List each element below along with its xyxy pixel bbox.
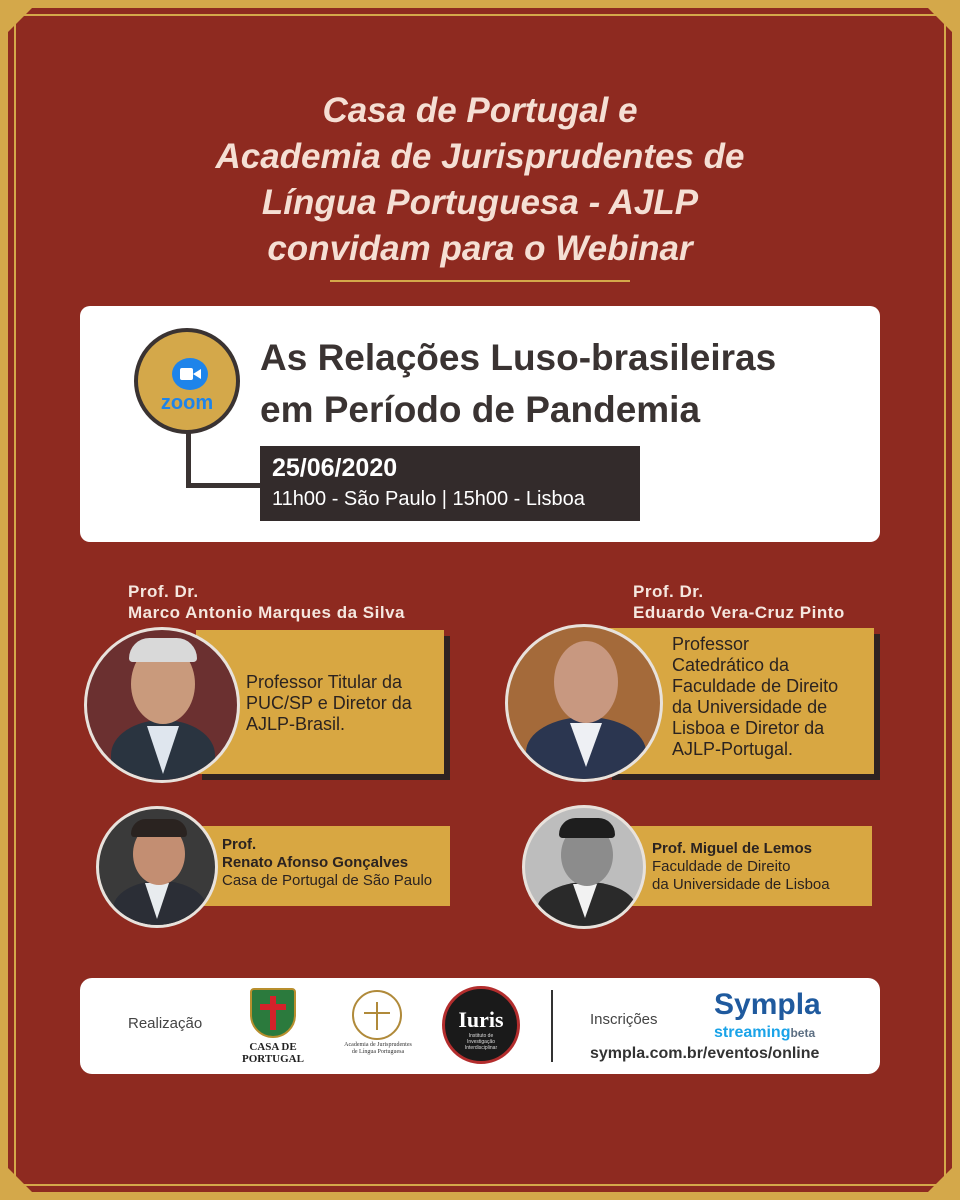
realizacao-label: Realização [128,1015,203,1032]
casa-de-portugal-logo [236,988,310,1068]
event-date: 25/06/2020 [272,454,398,482]
bio-line: AJLP-Portugal. [672,739,794,759]
shield-icon [250,988,296,1038]
ajlp-logo [340,990,416,1060]
headline-line: Academia de Jurisprudentes de [215,137,745,176]
sympla-streaming-label [714,1024,815,1042]
speaker-title: Prof. Dr. [128,582,199,601]
zoom-wordmark: zoom [160,392,214,414]
bio-line: Lisboa e Diretor da [672,718,825,738]
speaker-name: Eduardo Vera-Cruz Pinto [633,603,845,622]
invitation-headline [0,88,960,272]
date-box [260,446,640,521]
casa-logo-text [236,1041,310,1065]
speaker-affiliation: da Universidade de Lisboa [652,876,830,893]
speaker-name: Renato Afonso Gonçalves [222,854,409,871]
bio-line: Professor [672,634,750,654]
event-title-line: As Relações Luso-brasileiras [260,337,777,378]
bio-line: da Universidade de [672,697,828,717]
event-title-line: em Período de Pandemia [260,389,701,430]
speaker-info [222,836,432,890]
speaker-info [652,840,830,894]
logo-text-line: Academia de Jurisprudentes [344,1042,412,1048]
bio-line: Faculdade de Direito [672,676,839,696]
speaker-bio [672,634,838,760]
speaker-name: Marco Antonio Marques da Silva [128,603,405,622]
speaker-card [624,826,872,906]
speaker-title: Prof. Dr. [633,582,704,601]
speaker-photo [96,806,218,928]
inscricoes-label: Inscrições [590,1011,658,1028]
bio-line: AJLP-Brasil. [246,714,346,734]
zoom-logo [134,328,240,434]
speaker-photo [522,805,646,929]
headline-line: convidam para o Webinar [267,229,693,268]
video-camera-icon [172,358,208,390]
bio-line: Catedrático da [672,655,790,675]
beta-text: beta [790,1026,816,1040]
connector-line [186,432,191,488]
speaker-photo [84,627,240,783]
bio-line: PUC/SP e Diretor da [246,693,412,713]
ajlp-logo-text [340,1042,416,1056]
speaker-affiliation: Faculdade de Direito [652,858,791,875]
speaker-heading [633,581,845,623]
iuris-wordmark: Iuris [458,1007,504,1032]
event-title [260,332,776,436]
streaming-text: streaming [714,1024,791,1041]
logo-text-line: PORTUGAL [242,1053,304,1065]
speaker-title: Prof. [222,836,257,853]
event-times: 11h00 - São Paulo | 15h00 - Lisboa [272,488,585,510]
headline-line: Língua Portuguesa - AJLP [261,183,699,222]
divider [330,280,630,282]
bio-line: Professor Titular da [246,672,403,692]
connector-line [186,483,266,488]
speaker-name: Prof. Miguel de Lemos [652,840,813,857]
sympla-logo: Sympla [714,988,821,1021]
logo-text-line: de Língua Portuguesa [351,1049,405,1055]
scales-icon [352,990,402,1040]
footer-divider [551,990,553,1062]
speaker-affiliation: Casa de Portugal de São Paulo [222,872,433,889]
iuris-subtitle: Instituto de Investigação Interdisciplinar [464,1033,498,1051]
headline-line: Casa de Portugal e [322,91,638,130]
speaker-photo [505,624,663,782]
speaker-heading [128,581,405,623]
logo-text-line: CASA DE [249,1041,297,1053]
speaker-bio [246,672,412,735]
speaker-card [196,826,450,906]
registration-link[interactable]: sympla.com.br/eventos/online [590,1045,820,1062]
iuris-logo [442,986,520,1064]
